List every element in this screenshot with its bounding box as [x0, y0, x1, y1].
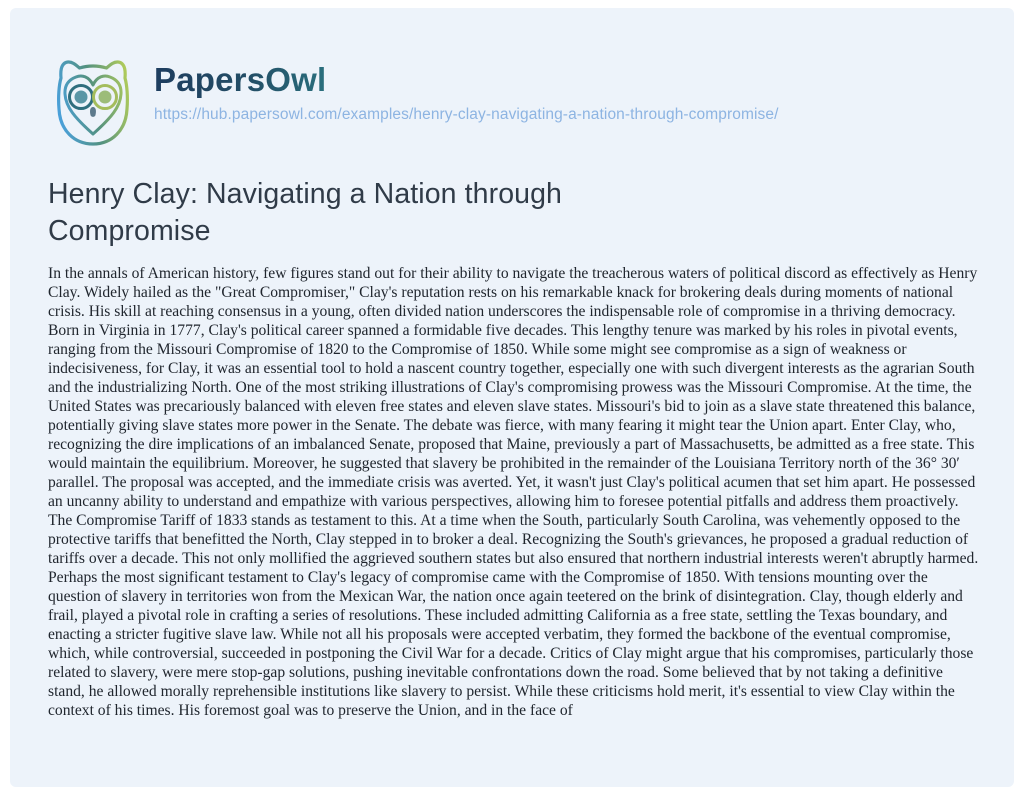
essay-body: In the annals of American history, few figures stand out for their ability to navigate the treacherous waters of political discord as effectively as Henry Clay. Widely hailed as the "Great Compromiser," Clay's reputation rests on his remarkable knack for brokering deals during moments of national crisis. His skill at reaching consensus in a young, often divided nation underscores the indispensable role of compromise in a thriving democracy. Born in Virginia in 1777, Clay's political career spanned a formidable five decades. This lengthy tenure was marked by his roles in pivotal events, ranging from the Missouri Compromise of 1820 to the Compromise of 1850. While some might see compromise as a sign of weakness or indecisiveness, for Clay, it was an essential tool to hold a nascent country together, especially one with such divergent interests as the agrarian South and the industrializing North. One of the most striking illustrations of Clay's compromising prowess was the Missouri Compromise. At the time, the United States was precariously balanced with eleven free states and eleven slave states. Missouri's bid to join as a slave state threatened this balance, potentially giving slave states more power in the Senate. The debate was fierce, with many fearing it might tear the Union apart. Enter Clay, who, recognizing the dire implications of an imbalanced Senate, proposed that Maine, previously a part of Massachusetts, be admitted as a free state. This would maintain the equilibrium. Moreover, he suggested that slavery be prohibited in the remainder of the Louisiana Territory north of the 36° 30′ parallel. The proposal was accepted, and the immediate crisis was averted. Yet, it wasn't just Clay's political acumen that set him apart. He possessed an uncanny ability to understand and empathize with various perspectives, allowing him to foresee potential pitfalls and address them proactively. The Compromise Tariff of 1833 stands as testament to this. At a time when the South, particularly South Carolina, was vehemently opposed to the protective tariffs that benefitted the North, Clay stepped in to broker a deal. Recognizing the South's grievances, he proposed a gradual reduction of tariffs over a decade. This not only mollified the aggrieved southern states but also ensured that northern industrial interests weren't abruptly harmed. Perhaps the most significant testament to Clay's legacy of compromise came with the Compromise of 1850. With tensions mounting over the question of slavery in territories won from the Mexican War, the nation once again teetered on the brink of disintegration. Clay, though elderly and frail, played a pivotal role in crafting a series of resolutions. These included admitting California as a free state, settling the Texas boundary, and enacting a stricter fugitive slave law. While not all his proposals were accepted verbatim, they formed the backbone of the eventual compromise, which, while controversial, succeeded in postponing the Civil War for a decade. Critics of Clay might argue that his compromises, particularly those related to slavery, were mere stop-gap solutions, pushing inevitable confrontations down the road. Some believed that by not taking a definitive stand, he allowed morally reprehensible institutions like slavery to persist. While these criticisms hold merit, it's essential to view Clay within the context of his times. His foremost goal was to preserve the Union, and in the face of — [48, 265, 979, 719]
source-url[interactable]: https://hub.papersowl.com/examples/henry-clay-navigating-a-nation-through-compromise/ — [154, 105, 779, 123]
papersowl-logo — [48, 55, 138, 150]
site-header — [48, 55, 980, 150]
brand-block — [154, 55, 779, 124]
document-card — [10, 8, 1014, 787]
owl-icon — [48, 55, 138, 150]
brand-name: PapersOwl — [154, 61, 327, 98]
essay-title: Henry Clay: Navigating a Nation through Compromise — [48, 178, 563, 247]
